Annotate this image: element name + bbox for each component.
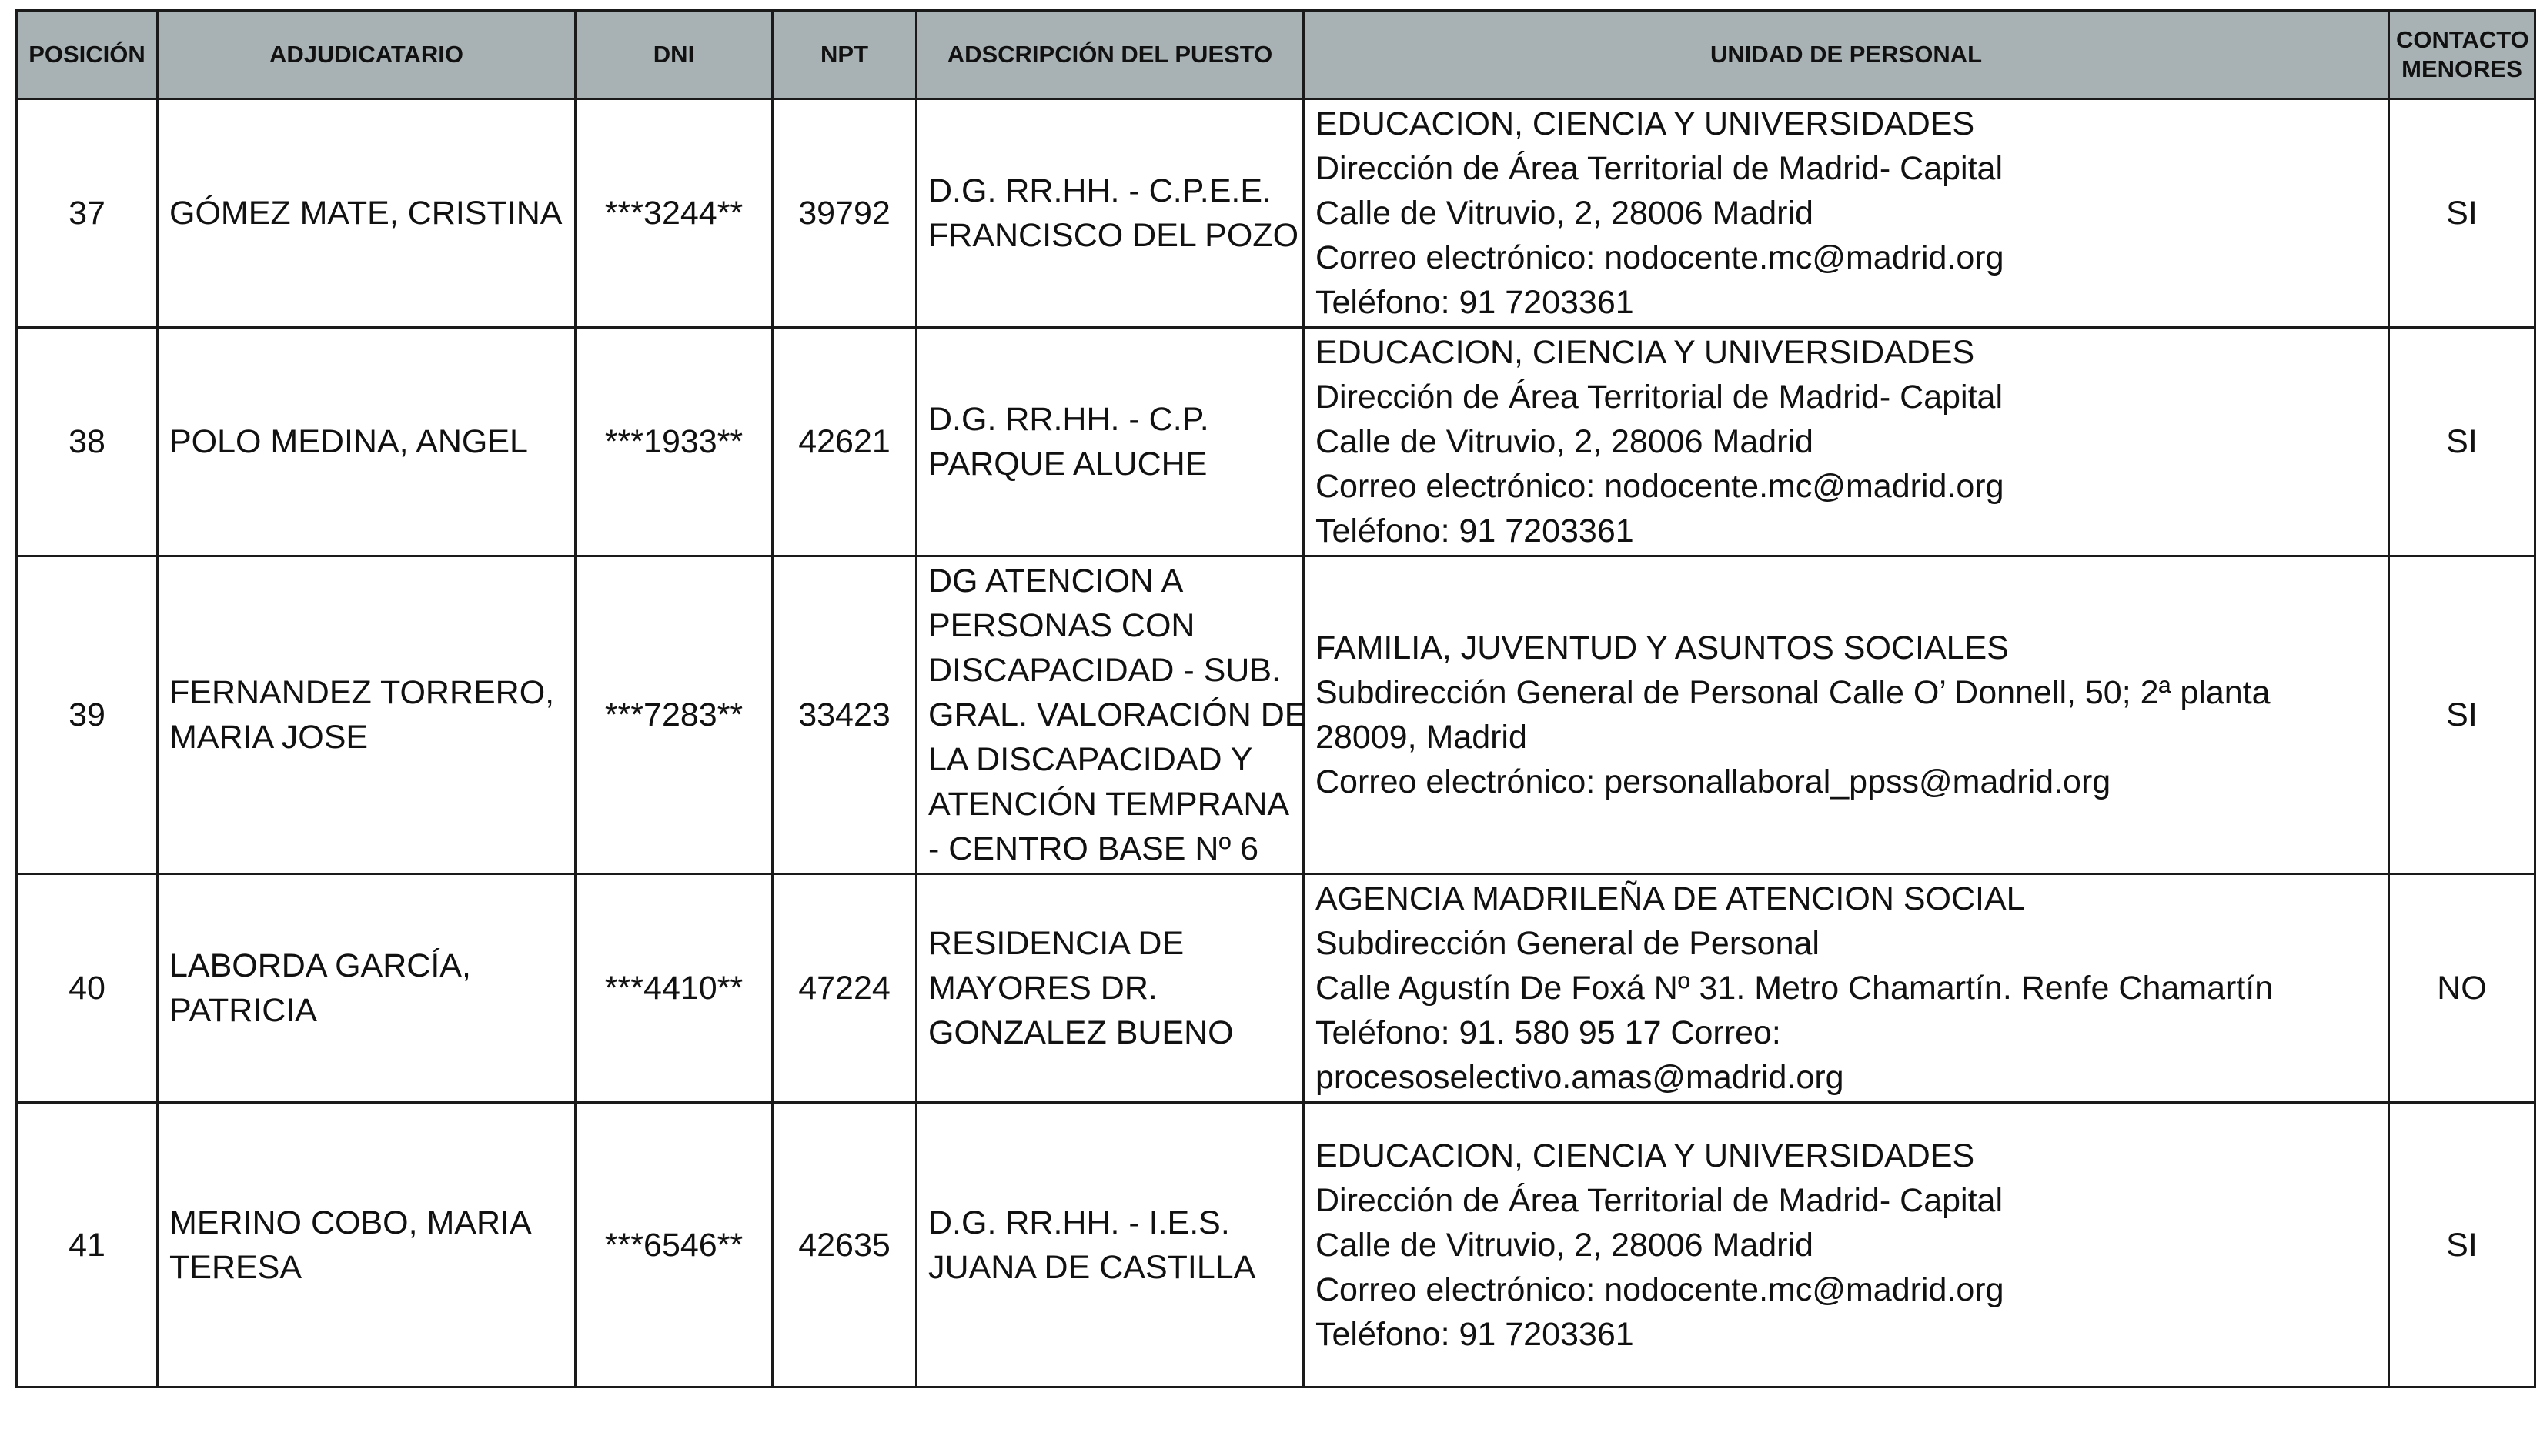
unidad-line: Calle de Vitruvio, 2, 28006 Madrid: [1315, 423, 1813, 460]
cell-unidad-personal: [1304, 99, 2389, 328]
cell-dni: ***6546**: [576, 1103, 773, 1388]
cell-npt: 42621: [773, 328, 917, 556]
adscripcion-line: JUANA DE CASTILLA: [928, 1248, 1256, 1286]
unidad-line: Teléfono: 91. 580 95 17 Correo:: [1315, 1014, 1781, 1051]
cell-unidad-personal: [1304, 1103, 2389, 1388]
cell-adjudicatario: [158, 99, 576, 328]
adscripcion-line: D.G. RR.HH. - I.E.S.: [928, 1204, 1230, 1241]
adscripcion-line: GRAL. VALORACIÓN DE: [928, 696, 1307, 733]
unidad-line: AGENCIA MADRILEÑA DE ATENCION SOCIAL: [1315, 880, 2025, 917]
cell-dni: ***3244**: [576, 99, 773, 328]
adscripcion-line: D.G. RR.HH. - C.P.: [928, 401, 1209, 438]
adscripcion-line: RESIDENCIA DE: [928, 925, 1185, 962]
adscripcion-line: PERSONAS CON: [928, 607, 1195, 644]
header-posicion: POSICIÓN: [17, 11, 158, 99]
header-adjudicatario: ADJUDICATARIO: [158, 11, 576, 99]
cell-contacto-menores: SI: [2389, 556, 2535, 874]
adscripcion-line: GONZALEZ BUENO: [928, 1014, 1234, 1051]
adscripcion-line: - CENTRO BASE Nº 6: [928, 830, 1259, 867]
adscripcion-line: LA DISCAPACIDAD Y: [928, 741, 1253, 778]
cell-dni: ***7283**: [576, 556, 773, 874]
adscripcion-line: DISCAPACIDAD - SUB.: [928, 652, 1281, 689]
unidad-line: Correo electrónico: nodocente.mc@madrid.org: [1315, 239, 2004, 276]
adjudicatario-line: POLO MEDINA, ANGEL: [169, 423, 528, 460]
cell-npt: 33423: [773, 556, 917, 874]
cell-adscripcion: [917, 874, 1304, 1103]
adscripcion-line: PARQUE ALUCHE: [928, 446, 1208, 483]
cell-posicion: 41: [17, 1103, 158, 1388]
adscripcion-line: FRANCISCO DEL POZO: [928, 217, 1299, 254]
adjudicatario-line: MERINO COBO, MARIA: [169, 1204, 532, 1241]
cell-adscripcion: [917, 328, 1304, 556]
cell-adscripcion: [917, 1103, 1304, 1388]
cell-posicion: 37: [17, 99, 158, 328]
unidad-line: Teléfono: 91 7203361: [1315, 284, 1634, 321]
cell-contacto-menores: SI: [2389, 99, 2535, 328]
cell-adjudicatario: [158, 1103, 576, 1388]
table-body: [17, 99, 2535, 1388]
adscripcion-line: ATENCIÓN TEMPRANA: [928, 786, 1290, 823]
unidad-line: Subdirección General de Personal Calle O’ Donnell, 50; 2ª planta: [1315, 674, 2271, 711]
cell-npt: 42635: [773, 1103, 917, 1388]
unidad-line: EDUCACION, CIENCIA Y UNIVERSIDADES: [1315, 105, 1975, 142]
adscripcion-line: MAYORES DR.: [928, 970, 1158, 1007]
cell-npt: 47224: [773, 874, 917, 1103]
header-adscripcion: ADSCRIPCIÓN DEL PUESTO: [917, 11, 1304, 99]
table-header: [17, 11, 2535, 99]
unidad-line: Correo electrónico: personallaboral_ppss@madrid.org: [1315, 763, 2111, 800]
table-row: [17, 556, 2535, 874]
header-dni: DNI: [576, 11, 773, 99]
table-row: [17, 1103, 2535, 1388]
cell-unidad-personal: [1304, 556, 2389, 874]
adjudicatario-line: MARIA JOSE: [169, 719, 369, 756]
cell-dni: ***4410**: [576, 874, 773, 1103]
table-row: [17, 99, 2535, 328]
unidad-line: Calle de Vitruvio, 2, 28006 Madrid: [1315, 1226, 1813, 1264]
cell-adjudicatario: [158, 328, 576, 556]
header-contacto-line2: MENORES: [2401, 55, 2522, 82]
cell-adjudicatario: [158, 874, 576, 1103]
unidad-line: Subdirección General de Personal: [1315, 925, 1820, 962]
adjudicatario-line: PATRICIA: [169, 992, 317, 1029]
cell-dni: ***1933**: [576, 328, 773, 556]
adjudicatario-line: TERESA: [169, 1248, 302, 1286]
header-contacto-line1: CONTACTO: [2396, 26, 2529, 53]
cell-adjudicatario: [158, 556, 576, 874]
adjudicatario-line: LABORDA GARCÍA,: [169, 947, 471, 984]
cell-npt: 39792: [773, 99, 917, 328]
cell-contacto-menores: SI: [2389, 328, 2535, 556]
cell-unidad-personal: [1304, 874, 2389, 1103]
unidad-line: 28009, Madrid: [1315, 719, 1527, 756]
table-row: [17, 328, 2535, 556]
unidad-line: Teléfono: 91 7203361: [1315, 1315, 1634, 1353]
cell-unidad-personal: [1304, 328, 2389, 556]
table-row: [17, 874, 2535, 1103]
header-contacto-menores: [2389, 11, 2535, 99]
adjudicatario-line: GÓMEZ MATE, CRISTINA: [169, 195, 563, 232]
cell-posicion: 39: [17, 556, 158, 874]
unidad-line: Correo electrónico: nodocente.mc@madrid.org: [1315, 468, 2004, 505]
adjudication-table: [15, 9, 2536, 1388]
header-unidad-personal: UNIDAD DE PERSONAL: [1304, 11, 2389, 99]
header-row: [17, 11, 2535, 99]
unidad-line: Calle de Vitruvio, 2, 28006 Madrid: [1315, 195, 1813, 232]
unidad-line: Calle Agustín De Foxá Nº 31. Metro Chamartín. Renfe Chamartín: [1315, 970, 2274, 1007]
cell-contacto-menores: SI: [2389, 1103, 2535, 1388]
cell-contacto-menores: NO: [2389, 874, 2535, 1103]
unidad-line: EDUCACION, CIENCIA Y UNIVERSIDADES: [1315, 1137, 1975, 1174]
unidad-line: Correo electrónico: nodocente.mc@madrid.org: [1315, 1271, 2004, 1308]
adscripcion-line: D.G. RR.HH. - C.P.E.E.: [928, 172, 1272, 209]
adscripcion-line: DG ATENCION A: [928, 563, 1184, 599]
cell-adscripcion: [917, 99, 1304, 328]
unidad-line: FAMILIA, JUVENTUD Y ASUNTOS SOCIALES: [1315, 629, 2009, 666]
cell-posicion: 40: [17, 874, 158, 1103]
cell-posicion: 38: [17, 328, 158, 556]
unidad-line: Dirección de Área Territorial de Madrid- Capital: [1315, 379, 2004, 416]
unidad-line: Dirección de Área Territorial de Madrid- Capital: [1315, 1181, 2004, 1219]
unidad-line: procesoselectivo.amas@madrid.org: [1315, 1059, 1844, 1096]
unidad-line: EDUCACION, CIENCIA Y UNIVERSIDADES: [1315, 334, 1975, 371]
unidad-line: Teléfono: 91 7203361: [1315, 513, 1634, 549]
unidad-line: Dirección de Área Territorial de Madrid- Capital: [1315, 150, 2004, 187]
header-npt: NPT: [773, 11, 917, 99]
adjudicatario-line: FERNANDEZ TORRERO,: [169, 674, 555, 711]
cell-adscripcion: [917, 556, 1307, 874]
